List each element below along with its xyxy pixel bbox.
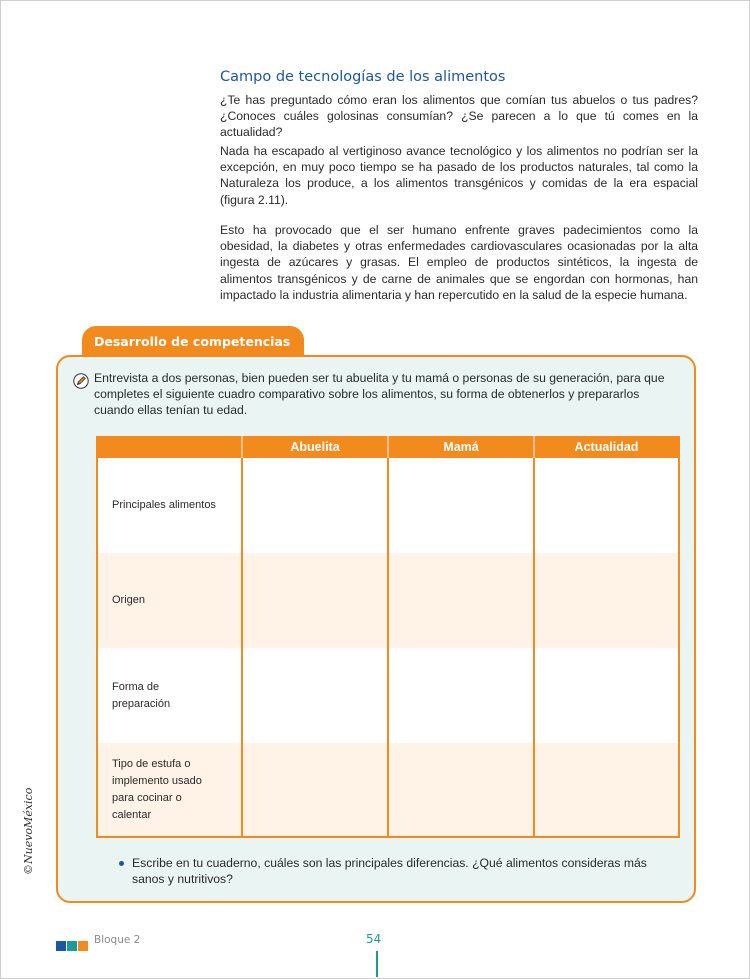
answer-cell[interactable] <box>242 553 388 648</box>
header-cell-mama: Mamá <box>388 436 534 458</box>
row-label: Origen <box>112 594 146 606</box>
row-label: Forma de preparación <box>112 680 171 710</box>
table-row <box>97 743 679 837</box>
activity-tab-label: Desarrollo de competencias <box>82 326 304 356</box>
answer-cell[interactable] <box>242 458 388 553</box>
row-label: Principales alimentos <box>112 499 216 511</box>
answer-cell[interactable] <box>242 743 388 837</box>
answer-cell[interactable] <box>534 648 679 743</box>
row-label-cell <box>97 553 242 648</box>
footer-block-label: Bloque 2 <box>94 934 141 946</box>
page-number-tick <box>376 951 378 977</box>
table-header-row <box>97 436 679 458</box>
answer-cell[interactable] <box>534 458 679 553</box>
answer-cell[interactable] <box>242 648 388 743</box>
pencil-icon <box>73 373 89 389</box>
footer-square-teal <box>67 941 77 951</box>
paragraph-2: Nada ha escapado al vertiginoso avance tecnológico y los alimentos no podrían ser la excepción, en muy poco tiempo se ha pasado de los productos naturales, tal como la Naturaleza los produce, a los alimentos transgénicos y comidas de la era espacial (figura 2.11). <box>220 144 698 207</box>
page-number: 54 <box>366 932 382 946</box>
comparison-table <box>96 436 680 838</box>
row-label-cell <box>97 743 242 837</box>
table-row <box>97 553 679 648</box>
footer-square-orange <box>78 941 88 951</box>
footer-square-blue <box>56 941 66 951</box>
header-cell-abuelita: Abuelita <box>242 436 388 458</box>
table-row <box>97 458 679 553</box>
table-row <box>97 648 679 743</box>
bullet-instruction: Escribe en tu cuaderno, cuáles son las principales diferencias. ¿Qué alimentos consideras más sanos y nutritivos? <box>132 856 647 886</box>
row-label-cell <box>97 648 242 743</box>
row-label-cell <box>97 458 242 553</box>
paragraph-3: Esto ha provocado que el ser humano enfrente graves padecimientos como la obesidad, la diabetes y otras enfermedades cardiovasculares ocasionadas por la alta ingesta de azúcares y grasas. El empleo de productos sintéticos, la ingesta de alimentos transgénicos y de carne de animales que se engordan con hormonas, han impactado la industria alimentaria y han repercutido en la salud de la especie humana. <box>220 223 698 302</box>
answer-cell[interactable] <box>534 553 679 648</box>
footer-squares <box>56 936 89 955</box>
answer-cell[interactable] <box>388 458 534 553</box>
section-heading: Campo de tecnologías de los alimentos <box>220 69 506 86</box>
answer-cell[interactable] <box>388 648 534 743</box>
header-cell-actualidad: Actualidad <box>534 436 679 458</box>
activity-instruction: Entrevista a dos personas, bien pueden ser tu abuelita y tu mamá o personas de su generación, para que completes el siguiente cuadro comparativo sobre los alimentos, su forma de obtenerlos y prepararlos cuando ellas tenían tu edad. <box>94 371 665 417</box>
paragraph-1: ¿Te has preguntado cómo eran los alimentos que comían tus abuelos o tus padres? ¿Conoces cuáles golosinas consumían? ¿Se parecen a lo que tú comes en la actualidad? <box>220 93 698 140</box>
answer-cell[interactable] <box>388 743 534 837</box>
side-credit: ©NuevoMéxico <box>22 787 35 875</box>
answer-cell[interactable] <box>388 553 534 648</box>
row-label: Tipo de estufa o implemento usado para cocinar o calentar <box>112 757 202 821</box>
bullet-dot <box>119 861 124 866</box>
header-cell-empty <box>97 436 242 458</box>
answer-cell[interactable] <box>534 743 679 837</box>
